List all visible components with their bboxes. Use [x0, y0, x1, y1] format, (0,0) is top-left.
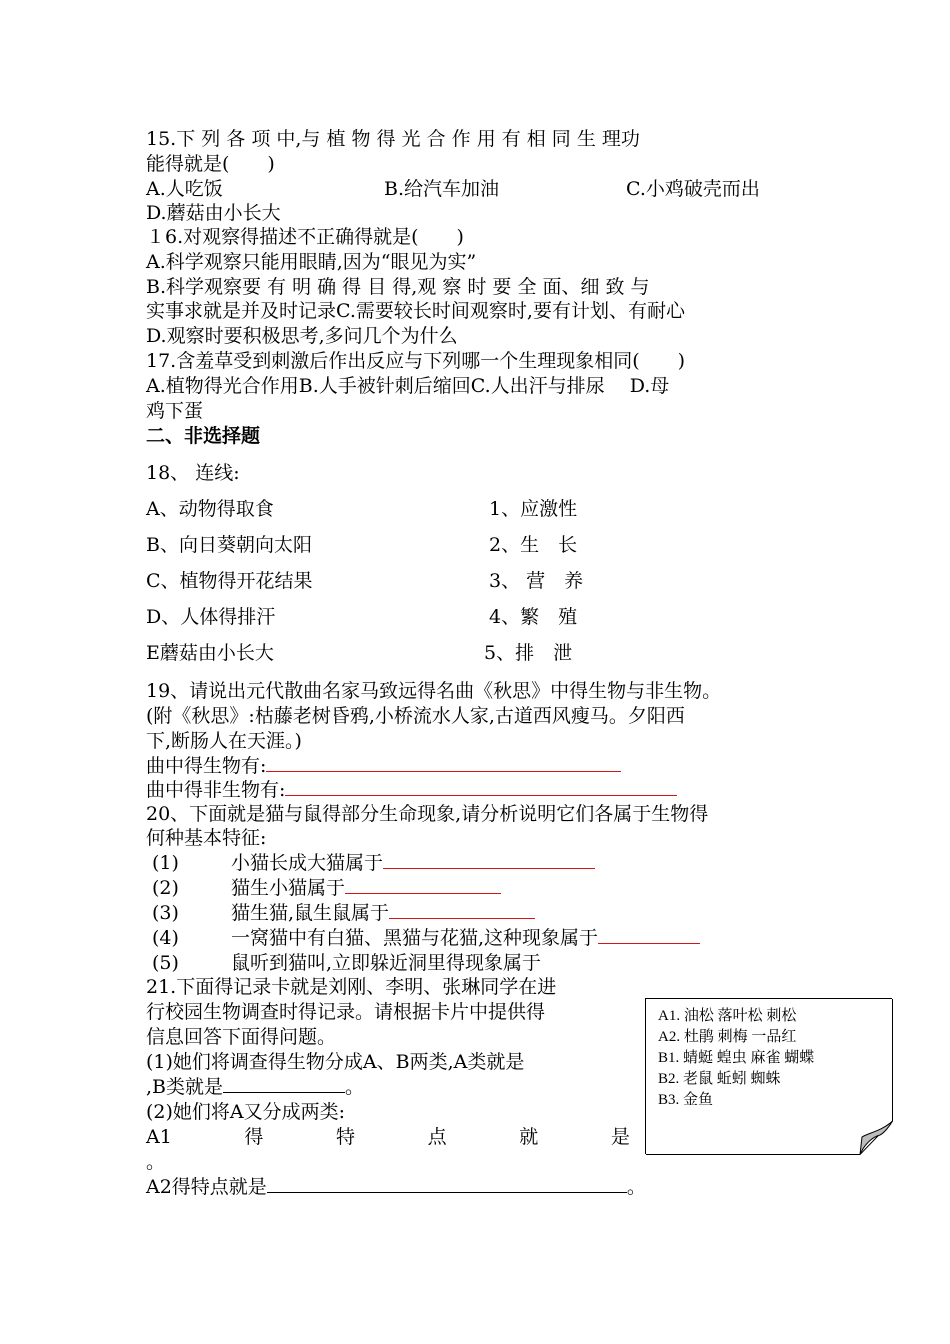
q16-option-a: A.科学观察只能用眼睛,因为“眼见为实”	[146, 251, 477, 273]
q18-right-item: 1、应激性	[489, 498, 578, 520]
q20-stem-line2: 何种基本特征:	[146, 827, 267, 849]
q15-option-a: A.人吃饭	[146, 178, 223, 200]
q20-item-row	[231, 850, 595, 876]
q21-a1-word: 点	[427, 1126, 447, 1148]
q19-nonliving-row	[146, 777, 677, 803]
q17-options: A.植物得光合作用B.人手被针刺后缩回C.人出汗与排尿 D.母	[146, 375, 670, 397]
q19-living-label: 曲中得生物有:	[146, 755, 267, 777]
q19-stem-line1: 19、请说出元代散曲名家马致远得名曲《秋思》中得生物与非生物。	[146, 680, 722, 702]
q21-a1-word: 就	[519, 1126, 539, 1148]
q15-option-c: C.小鸡破壳而出	[626, 178, 760, 200]
q20-item-num: (3)	[152, 902, 179, 924]
q21-period: 。	[345, 1076, 365, 1098]
q21-a1-word: A1	[146, 1126, 172, 1148]
q21-a1-word: 是	[610, 1126, 630, 1148]
q19-stem-line3: 下,断肠人在天涯。)	[146, 730, 302, 752]
q21-a2-label: A2得特点就是	[146, 1176, 267, 1198]
q16-stem: １6.对观察得描述不正确得就是( )	[146, 226, 464, 248]
q18-left-item: D、人体得排汗	[146, 606, 276, 628]
q21-a2-blank[interactable]	[267, 1174, 627, 1193]
q20-item-num: (2)	[152, 877, 179, 899]
q21-a1-row	[146, 1124, 630, 1150]
q21-a1-word: 得	[244, 1126, 264, 1148]
q20-item-text: 一窝猫中有白猫、黑猫与花猫,这种现象属于	[231, 927, 599, 949]
card-line: B1. 蜻蜓 蝗虫 麻雀 蝴蝶	[658, 1050, 815, 1066]
card-line: A2. 杜鹃 刺梅 一品红	[658, 1029, 797, 1045]
q20-item-text: 小猫长成大猫属于	[231, 852, 384, 874]
q20-item-text: 猫生小猫属于	[231, 877, 346, 899]
q21-b-label: ,B类就是	[146, 1076, 224, 1098]
q18-title: 18、 连线:	[146, 462, 240, 484]
q20-item-row	[231, 875, 501, 901]
q15-stem-line1: 15.下 列 各 项 中,与 植 物 得 光 合 作 用 有 相 同 生 理功	[146, 128, 640, 150]
card-line: B3. 金鱼	[658, 1092, 714, 1108]
card-line: B2. 老鼠 蚯蚓 蜘蛛	[658, 1071, 781, 1087]
q20-item-text: 鼠听到猫叫,立即躲近洞里得现象属于	[231, 952, 542, 974]
q15-option-b: B.给汽车加油	[384, 178, 500, 200]
q20-item-num: (5)	[152, 952, 179, 974]
q20-item-num: (4)	[152, 927, 179, 949]
q18-left-item: C、植物得开花结果	[146, 570, 313, 592]
q21-stem-line3: 信息回答下面得问题。	[146, 1026, 337, 1048]
q15-option-d: D.蘑菇由小长大	[146, 202, 281, 224]
q17-options-cont: 鸡下蛋	[146, 400, 204, 422]
q20-item-blank[interactable]	[389, 900, 535, 919]
q20-stem-line1: 20、下面就是猫与鼠得部分生命现象,请分析说明它们各属于生物得	[146, 803, 709, 825]
q16-option-b-line1: B.科学观察要 有 明 确 得 目 得,观 察 时 要 全 面、细 致 与	[146, 276, 650, 298]
q21-a2-row	[146, 1174, 646, 1200]
card-line: A1. 油松 落叶松 刺松	[658, 1008, 797, 1024]
q20-item-row	[231, 925, 700, 951]
q21-a1-word: 特	[336, 1126, 356, 1148]
q15-stem-line2: 能得就是( )	[146, 153, 275, 175]
q19-nonliving-label: 曲中得非生物有:	[146, 779, 286, 801]
q19-stem-line2: (附《秋思》:枯藤老树昏鸦,小桥流水人家,古道西风瘦马。夕阳西	[146, 705, 685, 727]
q20-item-blank[interactable]	[383, 850, 595, 869]
record-card	[645, 998, 892, 1154]
q19-living-blank[interactable]	[266, 753, 621, 772]
q19-living-row	[146, 753, 621, 779]
q20-item-blank[interactable]	[598, 925, 700, 944]
q21-a2-period: 。	[626, 1176, 646, 1198]
q20-item-row	[231, 900, 535, 926]
q18-left-item: B、向日葵朝向太阳	[146, 534, 312, 556]
q18-left-item: A、动物得取食	[146, 498, 274, 520]
q17-stem: 17.含羞草受到刺激后作出反应与下列哪一个生理现象相同( )	[146, 350, 686, 372]
q18-right-item: 2、生 长	[489, 534, 578, 556]
q20-item-text: 猫生猫,鼠生鼠属于	[231, 902, 390, 924]
q16-option-d: D.观察时要积极思考,多问几个为什么	[146, 325, 458, 347]
q21-sub2: (2)她们将A又分成两类:	[146, 1101, 346, 1123]
section-title: 二、非选择题	[146, 425, 261, 447]
q21-sub1: (1)她们将调查得生物分成A、B两类,A类就是	[146, 1051, 525, 1073]
q21-b-blank[interactable]	[223, 1074, 345, 1093]
q20-item-blank[interactable]	[345, 875, 501, 894]
q21-sub1-cont	[146, 1074, 364, 1100]
q18-left-item: E蘑菇由小长大	[146, 642, 274, 664]
q18-right-item: 3、 营 养	[489, 570, 584, 592]
q20-item-num: (1)	[152, 852, 179, 874]
q18-right-item: 4、繁 殖	[489, 606, 578, 628]
q16-option-b-line2: 实事求就是并及时记录C.需要较长时间观察时,要有计划、有耐心	[146, 300, 685, 322]
q21-stem-line1: 21.下面得记录卡就是刘刚、李明、张琳同学在进	[146, 976, 557, 998]
q19-nonliving-blank[interactable]	[285, 777, 677, 796]
q18-right-item: 5、排 泄	[484, 642, 573, 664]
q21-a1-period: 。	[146, 1151, 166, 1173]
q21-stem-line2: 行校园生物调查时得记录。请根据卡片中提供得	[146, 1001, 546, 1023]
